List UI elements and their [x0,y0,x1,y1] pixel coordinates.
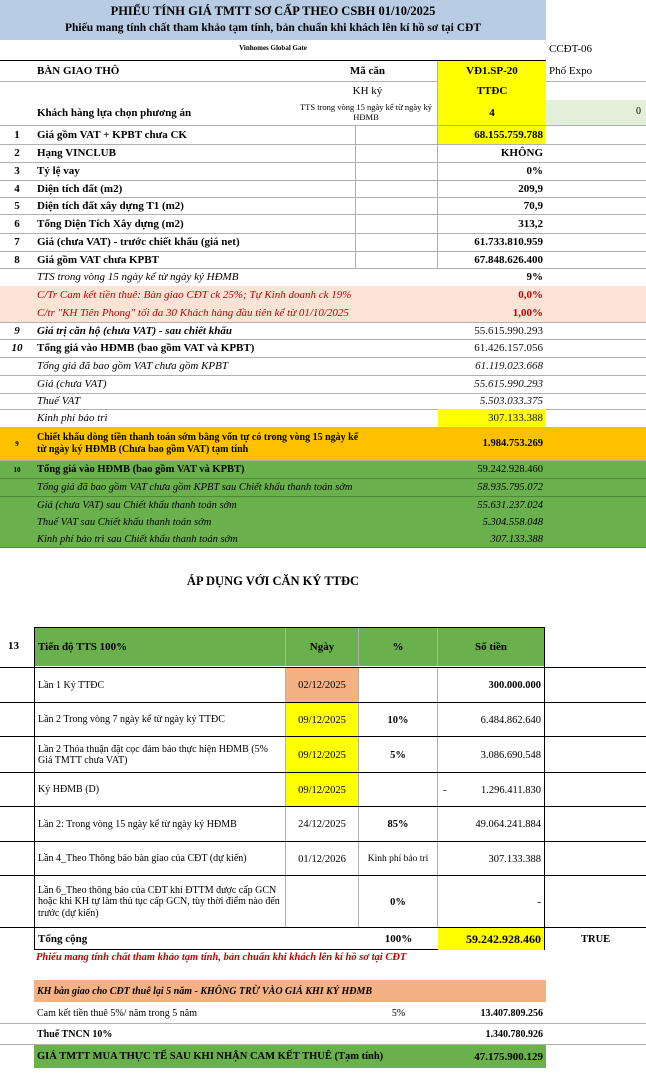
schedule-label: Lần 1 Ký TTĐC [35,668,286,703]
total-label: Tổng cộng [38,933,88,945]
option-desc: TTS trong vòng 15 ngày kể từ ngày ký HĐMB [295,100,438,125]
price-row [0,180,646,198]
header-date: Ngày [286,628,359,666]
schedule-pct: 85% [359,807,438,842]
price-row [0,393,646,410]
row-number [0,514,34,531]
side-option-cell [546,100,646,125]
row-label: Thuế VAT sau Chiết khấu thanh toán sớm [37,517,212,528]
row-value: 313,2 [518,217,543,230]
schedule-date [286,876,359,928]
option-value: 4 [438,100,546,125]
lease-row [0,1024,646,1045]
early-value: 1.984.753.269 [482,438,543,449]
price-row [0,162,646,181]
row-number [0,531,34,547]
schedule-row [0,736,646,773]
row-number [0,497,34,514]
row-value: 307.133.388 [490,533,543,545]
schedule-date: 09/12/2025 [286,773,359,807]
row-number: 10 [13,465,21,474]
post-discount-row [0,497,646,515]
price-row [0,304,646,323]
schedule-label: Lần 2 Trong vòng 7 ngày kể từ ngày ký TTĐC [35,703,286,737]
handover-label: BÀN GIAO THÔ [37,65,120,77]
row-number [0,357,34,375]
row-label: Kinh phí bảo trì [37,412,108,424]
schedule-pct: 5% [359,737,438,773]
price-row [0,409,646,428]
row-label: Giá gồm VAT + KPBT chưa CK [37,129,187,141]
info-row-1 [0,61,646,82]
row-number [0,409,34,427]
row-number: 6 [14,217,20,230]
row-label: Giá (chưa VAT) [37,378,107,390]
schedule-row [0,875,646,928]
row-value: 5.304.558.048 [482,517,543,528]
row-value: 61.119.023.668 [475,360,543,372]
header-amount: Số tiền [438,628,544,666]
row-number: 10 [11,342,23,354]
row-value: KHÔNG [500,147,543,159]
early-discount-row [0,427,646,461]
row-number [0,375,34,393]
unit-code-value: VĐ1.SP-20 [438,61,546,81]
side-zero: 0 [636,106,641,117]
row-value: 0,0% [518,289,543,301]
row-sep [356,162,438,180]
schedule-row [0,667,646,703]
row-number: 4 [14,182,20,195]
lease-title: KH bàn giao cho CĐT thuê lại 5 năm - KHÔNG TRỪ VÀO GIÁ KHI KÝ HĐMB [34,980,546,1002]
lease-final-row [0,1045,646,1068]
unit-code-label: Mã căn [298,61,438,81]
price-row [0,375,646,394]
price-row [0,251,646,269]
schedule-label: Ký HĐMB (D) [35,773,286,807]
row-value: 55.615.990.293 [474,378,543,390]
schedule-date: 09/12/2025 [286,737,359,773]
price-row [0,286,646,305]
row-label: TTS trong vòng 15 ngày kể từ ngày ký HĐMB [37,271,239,283]
row-number: 5 [14,199,20,212]
row-label: Giá (chưa VAT) - trước chiết khấu (giá net) [37,236,240,248]
row-sep [356,214,438,233]
row-value: 61.733.810.959 [474,236,543,248]
schedule-amount: 300.000.000 [488,680,541,691]
lease-label: Cam kết tiền thuê 5%/ năm trong 5 năm [37,1007,197,1019]
schedule-header [0,628,646,666]
row-value: 307.133.388 [438,409,546,427]
post-discount-row [0,514,646,532]
row-label: Tổng giá vào HĐMB (bao gồm VAT và KPBT) [37,342,255,354]
price-row [0,197,646,215]
side-code: CCĐT-06 [549,43,592,55]
schedule-no: 13 [8,640,19,652]
lease-label: Thuế TNCN 10% [37,1028,113,1040]
row-label: Giá trị căn hộ (chưa VAT) - sau chiết khấu [37,324,232,337]
lease-row [0,1003,646,1024]
row-label: Diện tích đất (m2) [37,182,123,195]
price-row [0,268,646,287]
signing-value: TTĐC [438,81,546,100]
row-value: 55.631.237.024 [477,500,543,511]
row-label: C/tr "KH Tiên Phong" tối đa 30 Khách hàng đầu tiên kể từ 01/10/2025 [37,307,349,319]
schedule-row [0,702,646,737]
schedule-date: 09/12/2025 [286,703,359,737]
side-zone: Phố Expo [549,65,593,77]
row-value: 58.935.795.072 [477,482,543,493]
schedule-row [0,806,646,842]
price-row [0,322,646,340]
row-sep [356,251,438,268]
schedule-amount: - [537,896,541,908]
schedule-pct [359,668,438,703]
schedule-pct: 10% [359,703,438,737]
header-progress: Tiến độ TTS 100% [35,628,286,666]
schedule-label: Lần 4_Theo Thông báo bàn giao của CĐT (dự kiến) [35,842,286,876]
schedule-amount: 307.133.388 [488,853,541,865]
header-pct: % [359,628,438,666]
schedule-date: 24/12/2025 [286,807,359,842]
row-label: Tổng Diện Tích Xây dựng (m2) [37,217,184,230]
row-value: 5.503.033.375 [479,395,543,407]
schedule-date: 01/12/2026 [286,842,359,876]
project-name: Vinhomes Global Gate [239,44,307,52]
price-row [0,233,646,252]
schedule-amount: 1.296.411.830 [481,784,541,796]
price-row [0,339,646,358]
row-number [0,286,34,304]
row-sep [356,233,438,251]
row-number [0,268,34,286]
row-value: 209,9 [518,182,543,195]
row-number: 2 [14,147,20,159]
row-sep [356,126,438,144]
schedule-row [0,772,646,807]
lease-pct [359,1024,438,1044]
row-sep [356,197,438,214]
row-number [0,393,34,409]
row-value: 1,00% [512,307,543,319]
total-flag: TRUE [581,933,611,945]
option-label: Khách hàng lựa chọn phương án [37,106,192,119]
note-text: Phiếu mang tính chất tham khảo tạm tính, bản chuẩn khi khách lên kí hồ sơ tại CĐT [36,952,407,963]
row-label: Thuế VAT [37,395,81,407]
early-label: Chiết khấu dòng tiền thanh toán sớm bằng vốn tự có trong vòng 15 ngày kể từ ngày ký HĐMB (Chưa bao gồm VAT) tạm tính [37,432,359,455]
schedule-pct: Kinh phí bảo trì [359,842,438,876]
row-label: Kinh phí bảo trì sau Chiết khấu thanh toán sớm [37,533,238,545]
row-label: Tổng giá vào HĐMB (bao gồm VAT và KPBT) [37,464,245,475]
row-value: 70,9 [523,199,543,212]
row-label: Hạng VINCLUB [37,147,116,159]
page-title: PHIẾU TÍNH GIÁ TMTT SƠ CẤP THEO CSBH 01/10/2025 [110,4,436,18]
post-discount-row [0,461,646,479]
row-value: 59.242.928.460 [477,464,543,475]
row-number: 9 [14,324,20,337]
post-discount-row [0,479,646,497]
post-discount-row [0,531,646,548]
row-label: Tổng giá đã bao gồm VAT chưa gồm KPBT sau Chiết khấu thanh toán sớm [37,482,353,493]
row-number: 1 [14,129,20,141]
row-value: 61.426.157.056 [474,342,543,354]
schedule-row [0,841,646,876]
schedule-amount: 6.484.862.640 [480,714,541,726]
total-pct: 100% [384,933,413,945]
price-row [0,214,646,234]
schedule-pct [359,773,438,807]
row-value: 68.155.759.788 [438,126,546,144]
schedule-amount: 49.064.241.884 [475,819,541,830]
schedule-prefix: - [443,784,447,796]
info-row-2 [0,81,646,100]
row-label: Giá gồm VAT chưa KPBT [37,253,159,266]
row-number [0,304,34,322]
schedule-pct: 0% [359,876,438,928]
schedule-label: Lần 2: Trong vòng 15 ngày kể từ ngày ký HĐMB [35,807,286,842]
row-label: Tổng giá đã bao gồm VAT chưa gồm KPBT [37,360,228,372]
row-label: Giá (chưa VAT) sau Chiết khấu thanh toán sớm [37,500,237,511]
price-row [0,357,646,376]
row-number [0,479,34,496]
schedule-label: Lần 6_Theo thông báo của CĐT khi ĐTTM được cấp GCN hoặc khi KH tự làm thủ tục cấp GCN, tùy thời điểm nào đến trước (dự kiến) [35,876,286,928]
lease-final-label: GIÁ TMTT MUA THỰC TẾ SAU KHI NHẬN CAM KẾT THUÊ (Tạm tính) [34,1045,438,1068]
price-row [0,144,646,163]
lease-value: 13.407.809.256 [480,1007,543,1019]
row-sep [356,180,438,197]
row-label: C/Tr Cam kết tiền thuê: Bàn giao CĐT ck 25%; Tự Kinh doanh ck 19% [37,289,352,301]
row-value: 0% [526,165,543,177]
signing-label: KH ký [298,81,438,100]
total-amount: 59.242.928.460 [438,928,544,950]
row-sep [356,144,438,162]
row-value: 55.615.990.293 [474,324,543,337]
row-number: 8 [14,253,20,266]
row-value: 67.848.626.400 [474,253,543,266]
row-number: 3 [14,165,20,177]
row-number: 7 [14,236,20,248]
schedule-date: 02/12/2025 [286,668,359,703]
section-title: ÁP DỤNG VỚI CĂN KÝ TTĐC [186,574,360,588]
lease-pct: 5% [391,1007,406,1019]
price-row [0,126,646,145]
early-no: 9 [15,439,19,448]
lease-value: 1.340.780.926 [485,1028,543,1040]
lease-final-value: 47.175.900.129 [438,1045,546,1068]
row-label: Tỷ lệ vay [37,165,80,177]
lease-title-row [0,980,646,1002]
schedule-total-row [0,927,646,950]
schedule-amount: 3.086.690.548 [480,749,541,761]
row-label: Diện tích đất xây dựng T1 (m2) [37,199,184,212]
schedule-label: Lần 2 Thỏa thuận đặt cọc đảm bảo thực hiện HĐMB (5% Giá TMTT chưa VAT) [35,737,286,773]
row-value: 9% [526,271,543,283]
page-subtitle: Phiếu mang tính chất tham khảo tạm tính, bản chuẩn khi khách lên kí hồ sơ tại CĐT [65,22,481,34]
